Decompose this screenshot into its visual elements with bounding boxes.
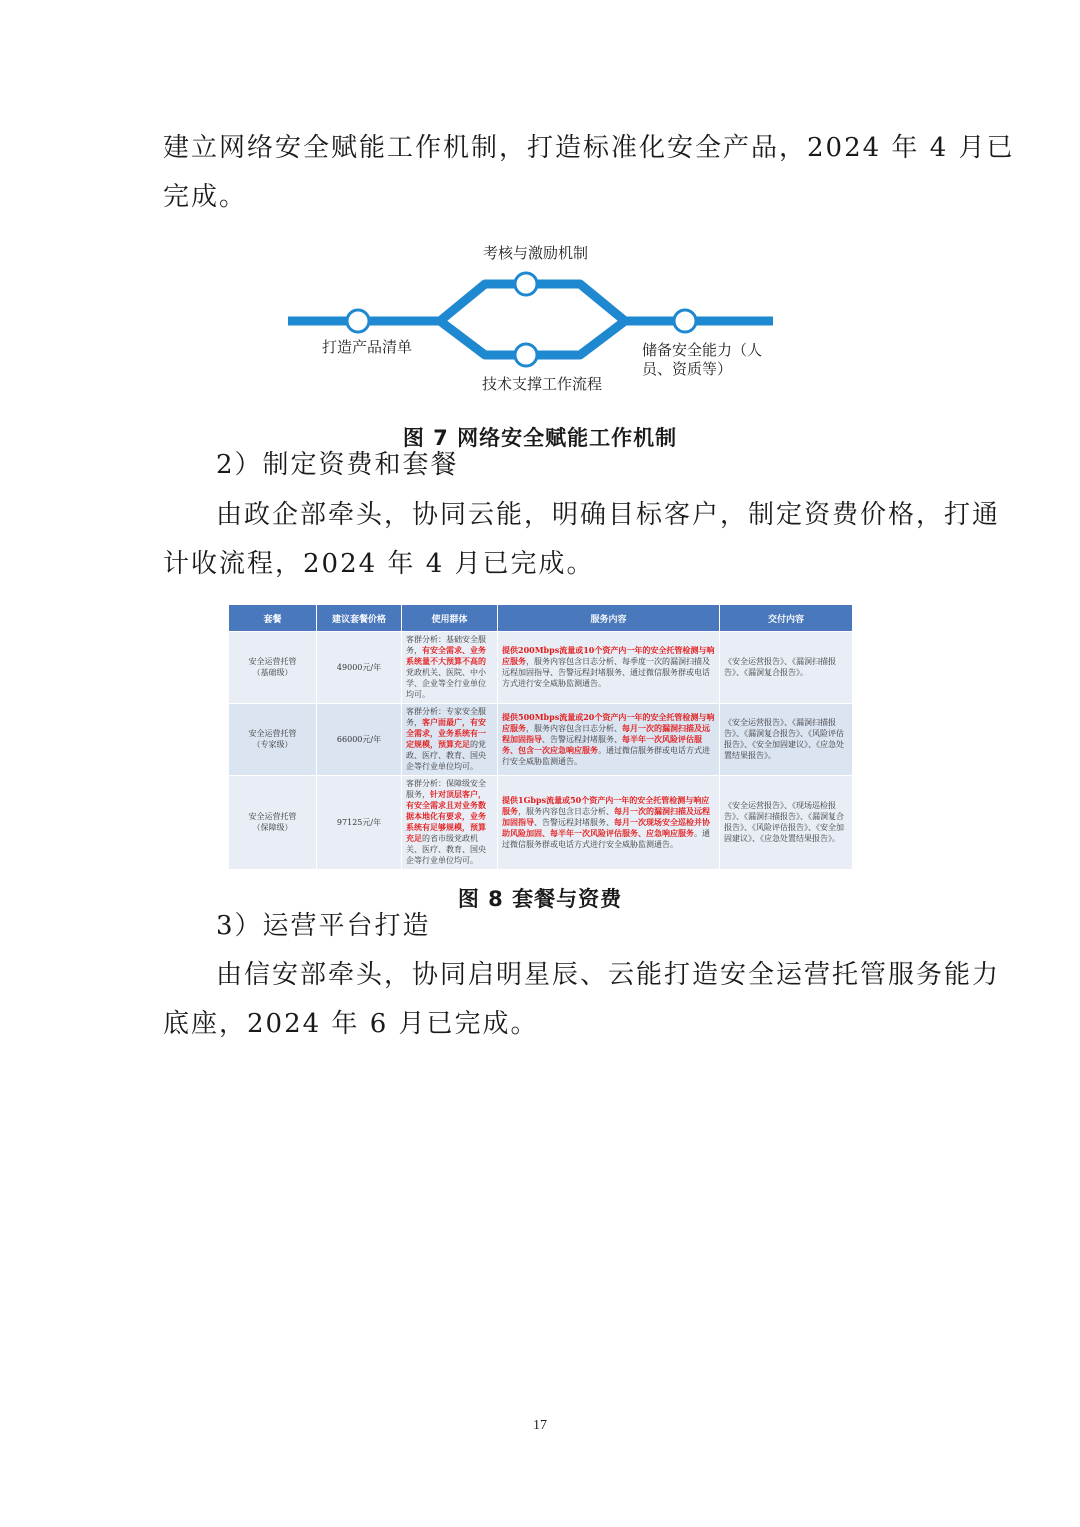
section-heading: 2）制定资费和套餐 xyxy=(216,450,459,480)
table-row xyxy=(229,703,853,775)
column-header: 使用群体 xyxy=(402,605,498,632)
table-row xyxy=(229,632,853,704)
group-text: 客群分析：专家安全服务， xyxy=(406,707,486,728)
service-text: 、告警远程封堵服务、 xyxy=(542,734,622,744)
node-bottom-label: 技术支撑工作流程 xyxy=(482,375,603,393)
package-cell xyxy=(229,632,317,704)
package-cell xyxy=(229,775,317,869)
group-highlight: 针对顶层客户，有安全需求且对业务数据本地化有要求，业务系统有足够规模，预算充足 xyxy=(406,789,486,844)
node-bottom xyxy=(515,344,537,366)
package-level: （保障级） xyxy=(252,823,293,833)
service-highlight: 每月一次的漏洞扫描及远程加固指导 xyxy=(502,805,710,827)
package-level: （基础级） xyxy=(252,668,293,678)
paragraph-line: 由政企部牵头，协同云能，明确目标客户，制定资费价格，打通 xyxy=(216,500,1001,530)
figure-caption: 图 8 套餐与资费 xyxy=(457,887,623,911)
price-cell: 97125元/年 xyxy=(317,775,402,869)
node-top xyxy=(515,273,537,295)
node-end-label-line2: 员、资质等） xyxy=(642,360,733,378)
column-header: 交付内容 xyxy=(720,605,853,632)
service-highlight: 每半年一次风险评估服务、包含一次应急响应服务 xyxy=(502,733,702,755)
package-pricing-table xyxy=(228,604,853,870)
delivery-cell: 《安全运营报告》、《漏洞扫描报告》、《漏洞复合报告》、《风险评估报告》、《安全加固建议》、《应急处置结果报告》。 xyxy=(720,703,853,775)
service-text: 。通过微信服务群或电话方式进行安全威胁监测通告。 xyxy=(502,828,710,849)
price-cell: 49000元/年 xyxy=(317,632,402,704)
service-highlight: 每月一次现场安全巡检并协助风险加固、每半年一次风险评估服务、应急响应服务 xyxy=(502,816,710,838)
service-text: ，服务内容包含日志分析、 xyxy=(518,806,614,816)
group-text: 客群分析：基础安全服务， xyxy=(406,635,486,656)
service-cell xyxy=(498,632,720,704)
group-text: 党政机关、医院、中小学、企业等全行业单位均可。 xyxy=(406,668,486,700)
table-row xyxy=(229,775,853,869)
package-name: 安全运营托管 xyxy=(248,729,297,739)
column-header: 建议套餐价格 xyxy=(317,605,402,632)
group-cell xyxy=(402,703,498,775)
paragraph-line: 由信安部牵头，协同启明星辰、云能打造安全运营托管服务能力 xyxy=(216,960,1001,990)
group-highlight: 有安全需求、业务系统量不大预算不高的 xyxy=(406,645,486,667)
group-text: 的省市级党政机关、医疗、教育、国央企等行业单位均可。 xyxy=(406,834,486,866)
price-cell: 66000元/年 xyxy=(317,703,402,775)
group-text: 客群分析：保障级安全服务， xyxy=(406,779,486,800)
package-cell xyxy=(229,703,317,775)
group-cell xyxy=(402,632,498,704)
service-highlight: 每月一次的漏洞扫描及远程加固指导 xyxy=(502,722,710,744)
page-number: 17 xyxy=(533,1418,547,1433)
package-name: 安全运营托管 xyxy=(248,657,297,667)
service-cell xyxy=(498,775,720,869)
paragraph-line: 底座，2024 年 6 月已完成。 xyxy=(163,1009,539,1039)
service-highlight: 提供500Mbps流量或20个资产内一年的安全托管检测与响应服务 xyxy=(502,711,715,733)
paragraph-line: 建立网络安全赋能工作机制，打造标准化安全产品，2024 年 4 月已 xyxy=(163,133,1015,163)
mechanism-diagram xyxy=(280,236,780,396)
node-end-label-line1: 储备安全能力（人 xyxy=(642,341,763,359)
delivery-cell: 《安全运营报告》、《漏洞扫描报告》、《漏洞复合报告》。 xyxy=(720,632,853,704)
section-heading: 3）运营平台打造 xyxy=(216,911,431,941)
table-header-row xyxy=(229,605,853,632)
package-level: （专家级） xyxy=(252,740,293,750)
paragraph-line: 完成。 xyxy=(163,182,248,212)
group-text: 的党政、医疗、教育、国央企等行业单位均可。 xyxy=(406,740,486,772)
paragraph-line: 计收流程，2024 年 4 月已完成。 xyxy=(163,549,595,579)
group-highlight: 客户面最广，有安全需求，业务系统有一定规模，预算充足 xyxy=(406,717,486,750)
column-header: 套餐 xyxy=(229,605,317,632)
package-name: 安全运营托管 xyxy=(248,812,297,822)
service-text: 、告警远程封堵服务、 xyxy=(534,817,614,827)
node-start-label: 打造产品清单 xyxy=(322,338,413,356)
figure-caption: 图 7 网络安全赋能工作机制 xyxy=(402,426,678,450)
node-top-label: 考核与激励机制 xyxy=(483,244,589,262)
node-start xyxy=(347,310,369,332)
service-highlight: 提供1Gbps流量或50个资产内一年的安全托管检测与响应服务 xyxy=(502,794,710,816)
group-cell xyxy=(402,775,498,869)
service-text: ，服务内容包含日志分析、 xyxy=(526,723,622,733)
node-end xyxy=(674,310,696,332)
service-text: ，服务内容包含日志分析、每季度一次的漏洞扫描及远程加固指导、告警远程封堵服务、通过微信服务群或电话方式进行安全威胁监测通告。 xyxy=(502,657,710,689)
delivery-cell: 《安全运营报告》、《现场巡检报告》、《漏洞扫描报告》、《漏洞复合报告》、《风险评估报告》、《安全加固建议》、《应急处置结果报告》。 xyxy=(720,775,853,869)
service-text: 。通过微信服务群或电话方式进行安全威胁监测通告。 xyxy=(502,745,710,766)
column-header: 服务内容 xyxy=(498,605,720,632)
service-highlight: 提供200Mbps流量或10个资产内一年的安全托管检测与响应服务 xyxy=(502,645,715,667)
service-cell xyxy=(498,703,720,775)
